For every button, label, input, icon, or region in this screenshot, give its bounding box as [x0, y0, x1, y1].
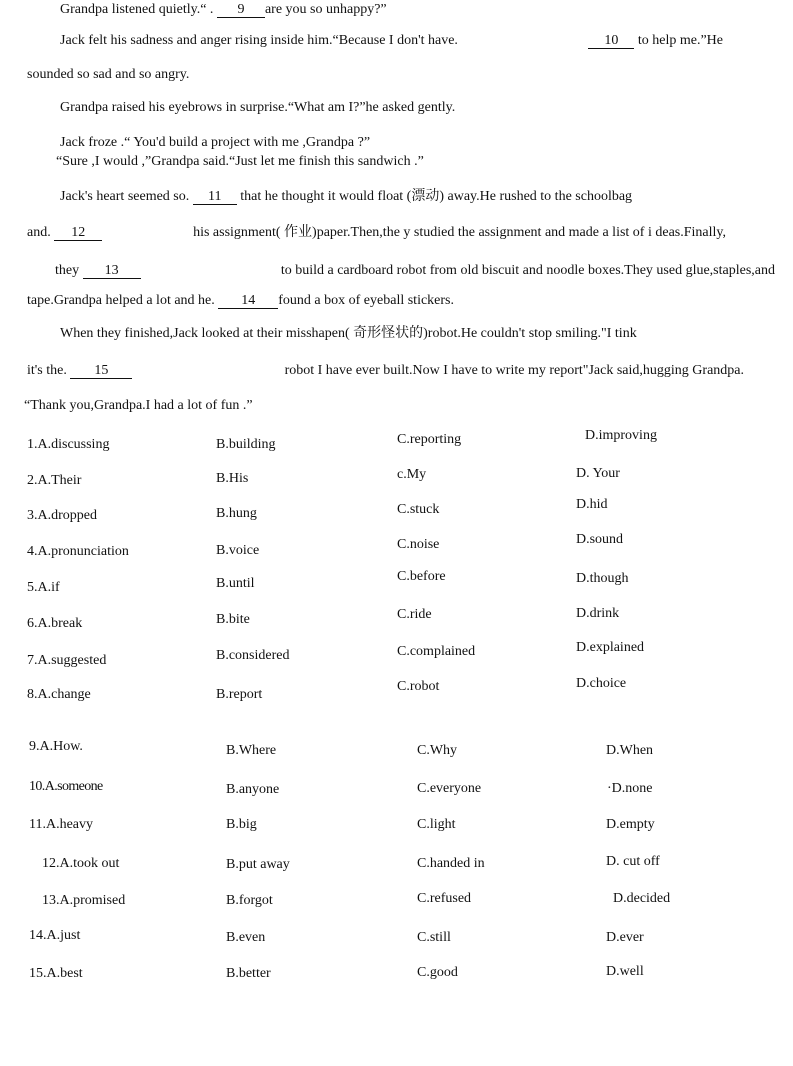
option-1-c[interactable]: C.reporting — [397, 432, 462, 447]
option-10-d[interactable]: ·D.none — [607, 781, 653, 796]
option-2-b[interactable]: B.His — [216, 471, 249, 486]
option-7-b[interactable]: B.considered — [216, 648, 290, 663]
option-10-c[interactable]: C.everyone — [417, 781, 482, 796]
passage-text: and. — [27, 225, 51, 240]
option-4-b[interactable]: B.voice — [216, 543, 260, 558]
option-12-c[interactable]: C.handed in — [417, 856, 485, 871]
option-4-a[interactable]: 4.A.pronunciation — [27, 544, 129, 559]
option-9-d[interactable]: D.When — [606, 743, 654, 758]
option-2-d[interactable]: D. Your — [576, 466, 620, 481]
passage-text: they — [55, 263, 80, 278]
option-14-d[interactable]: D.ever — [606, 930, 644, 945]
option-14-c[interactable]: C.still — [417, 930, 451, 945]
passage-text: to help me.”He — [637, 33, 723, 48]
option-1-a[interactable]: 1.A.discussing — [27, 437, 110, 452]
option-5-b[interactable]: B.until — [216, 576, 255, 591]
passage-text: robot I have ever built.Now I have to write my report"Jack said,hugging Grandpa. — [284, 363, 744, 378]
blank-9: 9 — [217, 2, 265, 18]
blank-14: 14 — [218, 293, 278, 309]
option-6-c[interactable]: C.ride — [397, 607, 432, 622]
option-11-d[interactable]: D.empty — [606, 817, 655, 832]
passage-text: Grandpa listened quietly.“ . — [60, 2, 214, 17]
option-14-a[interactable]: 14.A.just — [29, 928, 81, 943]
passage-line-4: Grandpa raised his eyebrows in surprise.“What am I?”he asked gently. — [60, 100, 456, 115]
option-13-a[interactable]: 13.A.promised — [42, 893, 126, 908]
passage-text: to build a cardboard robot from old biscuit and noodle boxes.They used glue,staples,and — [280, 263, 775, 278]
blank-15: 15 — [70, 363, 132, 379]
option-9-b[interactable]: B.Where — [226, 743, 277, 758]
option-13-b[interactable]: B.forgot — [226, 893, 273, 908]
passage-line-11: When they finished,Jack looked at their misshapen( 奇形怪状的)robot.He couldn't stop smiling."I tink — [60, 326, 637, 341]
option-4-c[interactable]: C.noise — [397, 537, 440, 552]
passage-line-1 — [60, 1, 387, 19]
passage-text: Jack's heart seemed so. — [60, 189, 190, 204]
passage-line-8 — [27, 224, 726, 242]
option-6-b[interactable]: B.bite — [216, 612, 250, 627]
passage-line-6: “Sure ,I would ,”Grandpa said.“Just let me finish this sandwich .” — [56, 154, 424, 169]
option-7-a[interactable]: 7.A.suggested — [27, 653, 107, 668]
blank-11: 11 — [193, 189, 237, 205]
option-3-a[interactable]: 3.A.dropped — [27, 508, 97, 523]
passage-text: his assignment( 作业)paper.Then,the y studied the assignment and made a list of i deas.Finally, — [193, 225, 726, 240]
option-10-a[interactable]: 10.A.someone — [29, 779, 103, 794]
blank-12: 12 — [54, 225, 102, 241]
passage-line-10 — [27, 292, 454, 310]
option-9-c[interactable]: C.Why — [417, 743, 458, 758]
option-11-c[interactable]: C.light — [417, 817, 456, 832]
blank-10: 10 — [588, 33, 634, 49]
option-3-d[interactable]: D.hid — [576, 497, 608, 512]
option-7-c[interactable]: C.complained — [397, 644, 476, 659]
option-12-a[interactable]: 12.A.took out — [42, 856, 120, 871]
option-15-d[interactable]: D.well — [606, 964, 644, 979]
option-14-b[interactable]: B.even — [226, 930, 266, 945]
option-15-c[interactable]: C.good — [417, 965, 458, 980]
passage-line-5: Jack froze .“ You'd build a project with me ,Grandpa ?” — [60, 135, 371, 150]
option-11-a[interactable]: 11.A.heavy — [29, 817, 94, 832]
option-9-a[interactable]: 9.A.How. — [29, 739, 83, 754]
option-4-d[interactable]: D.sound — [576, 532, 624, 547]
option-1-d[interactable]: D.improving — [585, 428, 657, 443]
option-7-d[interactable]: D.explained — [576, 640, 645, 655]
option-1-b[interactable]: B.building — [216, 437, 276, 452]
passage-text: tape.Grandpa helped a lot and he. — [27, 293, 215, 308]
option-11-b[interactable]: B.big — [226, 817, 257, 832]
passage-line-2 — [60, 32, 723, 50]
option-6-d[interactable]: D.drink — [576, 606, 620, 621]
passage-line-9 — [55, 262, 775, 280]
passage-text: found a box of eyeball stickers. — [278, 293, 454, 308]
option-5-d[interactable]: D.though — [576, 571, 629, 586]
passage-line-3: sounded so sad and so angry. — [27, 67, 190, 82]
option-3-c[interactable]: C.stuck — [397, 502, 440, 517]
option-2-a[interactable]: 2.A.Their — [27, 473, 82, 488]
option-15-a[interactable]: 15.A.best — [29, 966, 83, 981]
option-6-a[interactable]: 6.A.break — [27, 616, 83, 631]
option-3-b[interactable]: B.hung — [216, 506, 257, 521]
option-5-c[interactable]: C.before — [397, 569, 446, 584]
blank-13: 13 — [83, 263, 141, 279]
passage-line-7 — [60, 188, 632, 206]
passage-text: it's the. — [27, 363, 67, 378]
option-15-b[interactable]: B.better — [226, 966, 271, 981]
option-8-a[interactable]: 8.A.change — [27, 687, 91, 702]
option-12-b[interactable]: B.put away — [226, 857, 290, 872]
passage-text: are you so unhappy?” — [264, 2, 387, 17]
passage-line-12 — [27, 362, 744, 380]
option-8-b[interactable]: B.report — [216, 687, 263, 702]
option-13-c[interactable]: C.refused — [417, 891, 472, 906]
option-12-d[interactable]: D. cut off — [606, 854, 660, 869]
option-10-b[interactable]: B.anyone — [226, 782, 280, 797]
option-8-c[interactable]: C.robot — [397, 679, 440, 694]
passage-line-13: “Thank you,Grandpa.I had a lot of fun .” — [24, 398, 253, 413]
passage-text: that he thought it would float (漂动) away.He rushed to the schoolbag — [240, 189, 633, 204]
option-5-a[interactable]: 5.A.if — [27, 580, 60, 595]
option-13-d[interactable]: D.decided — [613, 891, 671, 906]
option-2-c[interactable]: c.My — [397, 467, 427, 482]
option-8-d[interactable]: D.choice — [576, 676, 627, 691]
passage-text: Jack felt his sadness and anger rising inside him.“Because I don't have. — [60, 33, 458, 48]
